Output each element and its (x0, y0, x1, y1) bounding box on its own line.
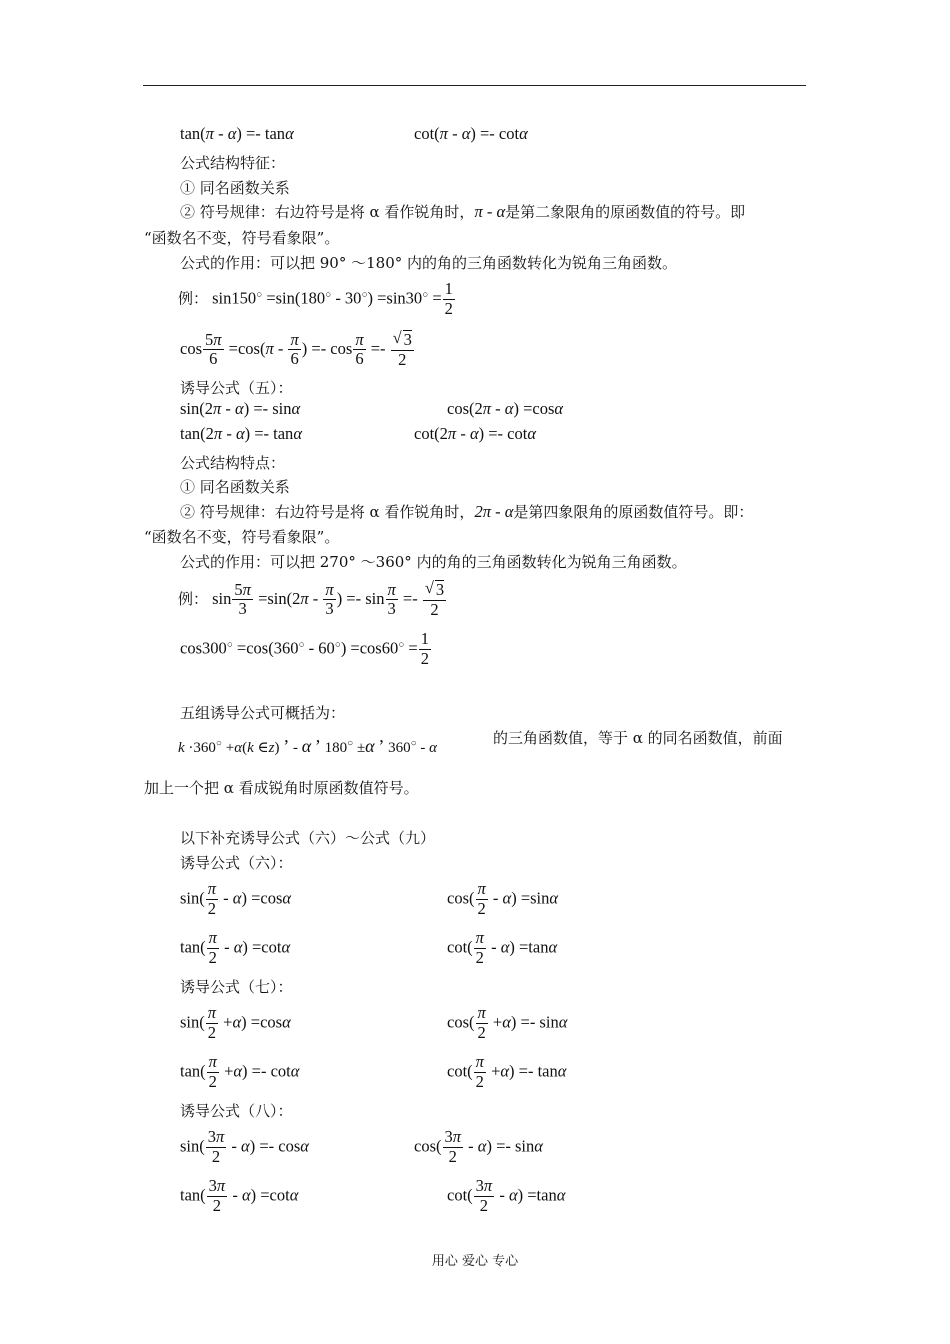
formula6-title: 诱导公式（六）： (180, 854, 293, 872)
formula8-cos: cos( $\frac{3\pi}{2}$ - α) =- sinα (414, 1127, 543, 1166)
formula5-same-function: ① 同名函数关系 (180, 478, 290, 496)
formula5-sign-rule-a: ② 符号规律：右边符号是将 α 看作锐角时， (180, 503, 475, 521)
formula8-title: 诱导公式（八）： (180, 1102, 293, 1120)
formula5-sign-rule (180, 501, 753, 522)
example-cos-5pi-6: cos $\frac{5\pi}{6}$ =cos(π - $\frac{\pi}{6}$ ) =- cos $\frac{\pi}{6}$ =- √ $\frac{3}{2}$ (180, 330, 415, 370)
summary-angles: k ·360○ +α(k ∈z) ’ - α ’ 180○ ±α ’ 360○ - α (178, 736, 438, 756)
structure-heading: 公式结构特征： (180, 154, 286, 172)
formula8-tan: tan( $\frac{3\pi}{2}$ - α) =cotα (180, 1176, 299, 1215)
formula-usage: 公式的作用：可以把 90° ～180° 内的角的三角函数转化为锐角三角函数。 (180, 254, 678, 272)
formula5-usage: 公式的作用：可以把 270° ～360° 内的角的三角函数转化为锐角三角函数。 (180, 553, 687, 571)
summary-text-a: 的三角函数值，等于 α 的同名函数值，前面 (493, 729, 783, 747)
sign-rule-line (180, 201, 745, 222)
formula7-tan: tan( $\frac{\pi}{2}$ +α) =- cotα (180, 1052, 300, 1091)
formula5-structure-heading: 公式结构特点： (180, 454, 286, 472)
page-footer: 用心 爱心 专心 (431, 1254, 519, 1269)
summary-text-b: 加上一个把 α 看成锐角时原函数值符号。 (144, 779, 419, 797)
sign-rule-text-b: 是第二象限角的原函数值的符号。即 (505, 203, 746, 221)
same-function-note: ① 同名函数关系 (180, 179, 290, 197)
sign-rule-summary: “函数名不变，符号看象限”。 (144, 229, 340, 247)
formula7-cot: cot( $\frac{\pi}{2}$ +α) =- tanα (447, 1052, 567, 1091)
summary-heading: 五组诱导公式可概括为： (180, 704, 346, 722)
formula6-tan: tan( $\frac{\pi}{2}$ - α) =cotα (180, 928, 291, 967)
formula5-tan: tan(2π - α) =- tanα (180, 424, 302, 443)
formula7-cos: cos( $\frac{\pi}{2}$ +α) =- sinα (447, 1003, 568, 1042)
example-cos300: cos300○ =cos(360○ - 60○) =cos60○ = $\frac{1}{2}$ (180, 629, 429, 668)
formula6-cot: cot( $\frac{\pi}{2}$ - α) =tanα (447, 928, 558, 967)
formula5-cos: cos(2π - α) =cosα (447, 399, 564, 418)
formula8-sin: sin( $\frac{3\pi}{2}$ - α) =- cosα (180, 1127, 309, 1166)
sign-rule-expr: π - α (474, 202, 506, 221)
formula8-cot: cot( $\frac{3\pi}{2}$ - α) =tanα (447, 1176, 566, 1215)
example-sin150: 例： sin150○ =sin(180○ - 30○) =sin30○ = $\frac{1}{2}$ (178, 279, 453, 318)
supplement-heading: 以下补充诱导公式（六）～公式（九） (180, 829, 436, 847)
example-label: 例： (178, 289, 209, 308)
formula5-sign-rule-summary: “函数名不变，符号看象限”。 (144, 528, 340, 546)
formula6-cos: cos( $\frac{\pi}{2}$ - α) =sinα (447, 879, 559, 918)
formula5-sign-rule-expr: 2π - α (474, 502, 514, 521)
formula5-sign-rule-b: 是第四象限角的原函数值符号。即： (513, 503, 754, 521)
formula5-cot: cot(2π - α) =- cotα (414, 424, 536, 443)
formula-tan-pi-minus-alpha: tan(π - α) =- tanα (180, 124, 294, 143)
formula5-sin: sin(2π - α) =- sinα (180, 399, 301, 418)
formula7-title: 诱导公式（七）： (180, 978, 293, 996)
formula5-title: 诱导公式（五）： (180, 379, 293, 397)
example-sin-5pi-3: 例： sin $\frac{5\pi}{3}$ =sin(2π - $\frac{\pi}{3}$ ) =- sin $\frac{\pi}{3}$ =- √ $\frac{3}{2}$ (178, 580, 447, 620)
formula6-sin: sin( $\frac{\pi}{2}$ - α) =cosα (180, 879, 292, 918)
sign-rule-text-a: ② 符号规律：右边符号是将 α 看作锐角时， (180, 203, 475, 221)
header-rule (143, 85, 806, 86)
formula-cot-pi-minus-alpha: cot(π - α) =- cotα (414, 124, 528, 143)
formula7-sin: sin( $\frac{\pi}{2}$ +α) =cosα (180, 1003, 291, 1042)
formula5-example-label: 例： (178, 589, 209, 608)
